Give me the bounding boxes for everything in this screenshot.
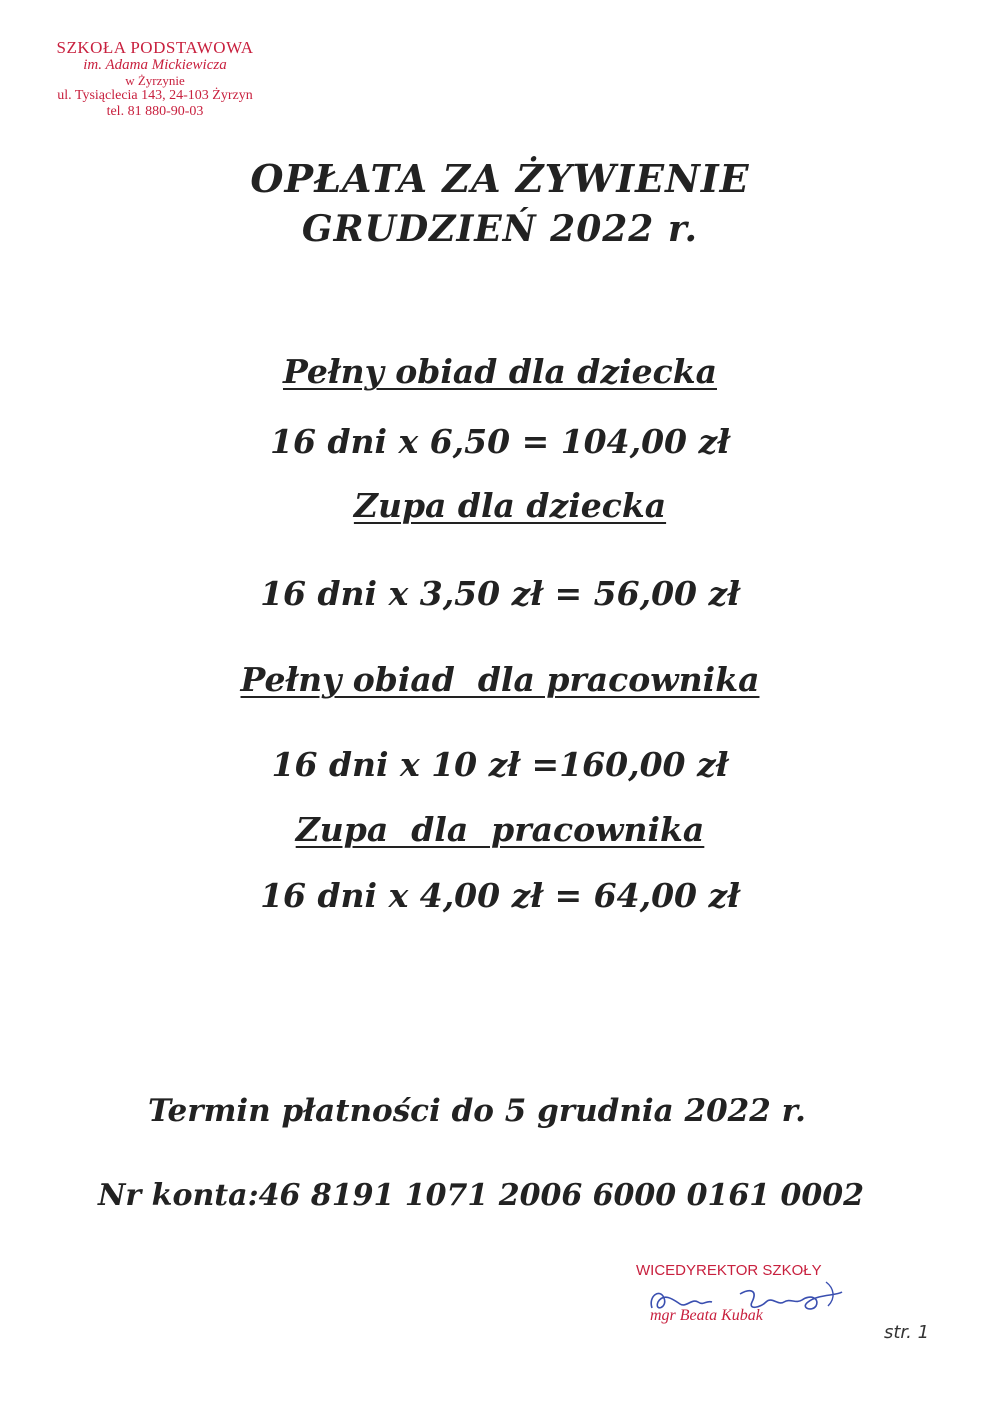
stamp-patron: im. Adama Mickiewicza [83, 57, 227, 74]
signature-name: mgr Beata Kubak [650, 1307, 763, 1324]
bank-account-number: Nr konta:46 8191 1071 2006 6000 0161 0002 [98, 1178, 865, 1213]
section-heading-employee-soup: Zupa dla pracownika [295, 810, 705, 849]
signature-role: WICEDYREKTOR SZKOŁY [636, 1262, 822, 1279]
stamp-phone: tel. 81 880-90-03 [106, 104, 204, 120]
page-number: str. 1 [884, 1322, 930, 1343]
page-subtitle: GRUDZIEŃ 2022 r. [301, 208, 699, 250]
page-title: OPŁATA ZA ŻYWIENIE [250, 156, 750, 201]
section-calc-child-full-meal: 16 dni x 6,50 = 104,00 zł [270, 422, 730, 461]
stamp-school-name: SZKOŁA PODSTAWOWA [56, 38, 254, 57]
stamp-town: w Żyrzynie [125, 72, 185, 88]
stamp-address: ul. Tysiąclecia 143, 24-103 Żyrzyn [57, 88, 253, 104]
school-stamp [20, 38, 290, 120]
section-calc-employee-full-meal: 16 dni x 10 zł =160,00 zł [271, 745, 729, 784]
section-heading-child-soup: Zupa dla dziecka [353, 486, 667, 525]
section-heading-employee-full-meal: Pełny obiad dla pracownika [240, 660, 760, 699]
section-calc-child-soup: 16 dni x 3,50 zł = 56,00 zł [260, 574, 740, 613]
payment-deadline: Termin płatności do 5 grudnia 2022 r. [148, 1093, 806, 1129]
handwritten-signature [640, 1278, 850, 1318]
section-heading-child-full-meal: Pełny obiad dla dziecka [282, 352, 717, 391]
section-calc-employee-soup: 16 dni x 4,00 zł = 64,00 zł [260, 876, 740, 915]
